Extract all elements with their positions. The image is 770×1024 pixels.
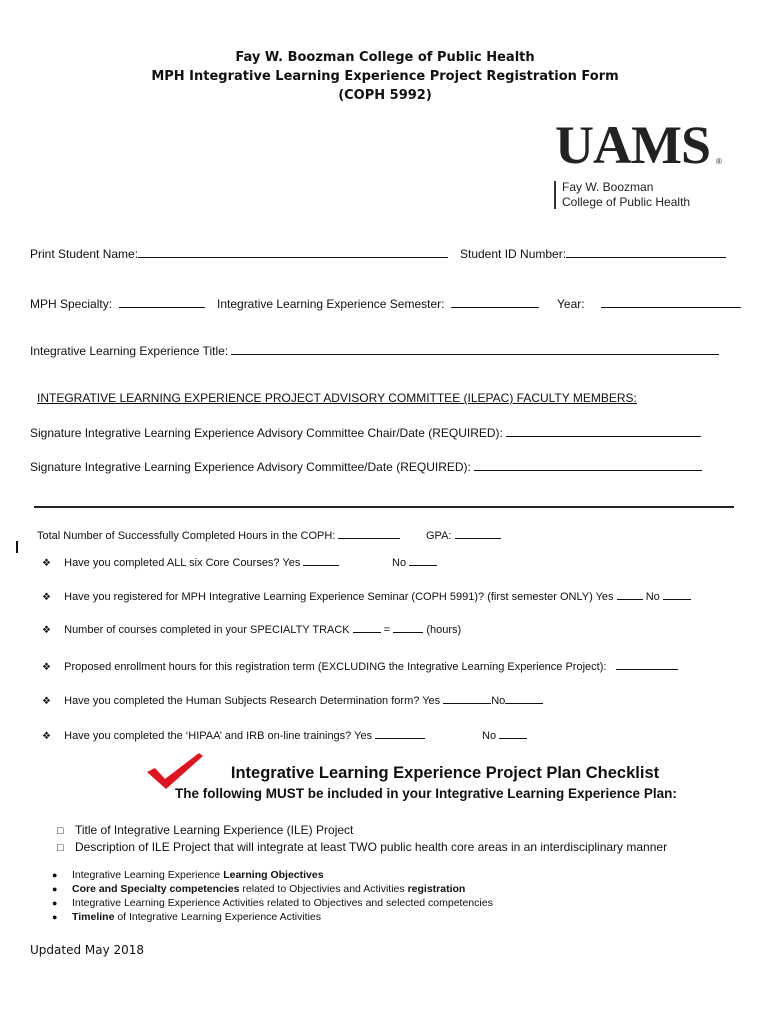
specialty-label: MPH Specialty: <box>30 297 113 311</box>
bullet-icon: ● <box>52 912 58 922</box>
bullet-text: Integrative Learning Experience Activities related to Objectives and selected competencies <box>72 897 493 909</box>
ile-title-row <box>30 343 719 358</box>
question-enrollment-hours <box>42 658 678 673</box>
uams-logo: UAMS <box>555 115 710 175</box>
committee-heading: INTEGRATIVE LEARNING EXPERIENCE PROJECT ADVISORY COMMITTEE (ILEPAC) FACULTY MEMBERS: <box>37 391 637 405</box>
student-name-row <box>30 246 448 261</box>
no-label: No <box>645 591 660 603</box>
ile-title-label: Integrative Learning Experience Title: <box>30 344 229 358</box>
student-id-row <box>460 246 726 261</box>
student-name-field[interactable] <box>138 246 448 258</box>
bullet-bold-text: registration <box>407 883 466 895</box>
specialty-field[interactable] <box>119 296 205 308</box>
bullet-icon: ● <box>52 870 58 880</box>
seminar-no-field[interactable] <box>663 588 691 600</box>
equals-label: = <box>383 624 391 636</box>
bullet-text: related to Objectivies and Activities <box>239 883 408 895</box>
course-code: (COPH 5992) <box>338 88 432 103</box>
enrollment-hours-field[interactable] <box>616 658 678 670</box>
hipaa-yes-field[interactable] <box>375 727 425 739</box>
seminar-yes-field[interactable] <box>617 588 643 600</box>
year-field[interactable] <box>601 296 741 308</box>
question-text: Proposed enrollment hours for this registration term (EXCLUDING the Integrative Learning Experience Project): <box>64 661 607 673</box>
no-label: No <box>482 730 497 742</box>
checklist-subtitle: The following MUST be included in your Integrative Learning Experience Plan: <box>175 786 677 801</box>
checklist-title: Integrative Learning Experience Project Plan Checklist <box>230 764 660 782</box>
logo-subtitle-line2: College of Public Health <box>562 195 691 209</box>
logo-subtitle-line1: Fay W. Boozman <box>562 180 654 194</box>
bullet-item <box>52 911 321 923</box>
diamond-bullet-icon: ❖ <box>42 625 51 636</box>
question-core-courses <box>42 554 339 569</box>
ile-title-field[interactable] <box>231 343 719 355</box>
logo-subtitle <box>562 180 690 210</box>
semester-row <box>217 296 539 311</box>
question-text: Have you registered for MPH Integrative Learning Experience Seminar (COPH 5991)? (first semester ONLY) Yes <box>64 591 614 603</box>
checklist-item-text: Title of Integrative Learning Experience (ILE) Project <box>75 823 354 837</box>
chair-signature-label: Signature Integrative Learning Experience Advisory Committee Chair/Date (REQUIRED): <box>30 426 503 440</box>
student-id-field[interactable] <box>566 246 726 258</box>
checkbox-icon[interactable]: □ <box>57 842 64 854</box>
diamond-bullet-icon: ❖ <box>42 662 51 673</box>
diamond-bullet-icon: ❖ <box>42 731 51 742</box>
section-divider <box>34 506 734 508</box>
student-name-label: Print Student Name: <box>30 247 139 261</box>
question-specialty-track <box>42 621 461 636</box>
checklist-item-text: Description of ILE Project that will integrate at least TWO public health core areas in an interdisciplinary manner <box>75 840 668 854</box>
diamond-bullet-icon: ❖ <box>42 558 51 569</box>
diamond-bullet-icon: ❖ <box>42 592 51 603</box>
form-title: MPH Integrative Learning Experience Project Registration Form <box>151 69 619 84</box>
hipaa-no-field[interactable] <box>499 727 527 739</box>
year-row <box>557 296 741 311</box>
member-signature-field[interactable] <box>474 459 702 471</box>
text-cursor <box>16 541 18 553</box>
specialty-row <box>30 296 205 311</box>
bullet-bold-text: Learning Objectives <box>223 869 324 881</box>
checklist-box-item <box>57 840 667 854</box>
bullet-icon: ● <box>52 884 58 894</box>
core-yes-field[interactable] <box>303 554 339 566</box>
bullet-bold-text: Core and Specialty competencies <box>72 883 240 895</box>
updated-date: Updated May 2018 <box>30 943 145 957</box>
question-text: Have you completed the Human Subjects Research Determination form? Yes <box>64 695 441 707</box>
checklist-box-item <box>57 823 353 837</box>
human-subjects-yes-field[interactable] <box>443 692 491 704</box>
college-title: Fay W. Boozman College of Public Health <box>235 50 535 65</box>
question-hipaa-no <box>482 727 527 742</box>
total-hours-row <box>37 527 400 542</box>
human-subjects-no-field[interactable] <box>505 692 543 704</box>
bullet-text: of Integrative Learning Experience Activities <box>114 911 322 923</box>
semester-field[interactable] <box>451 296 539 308</box>
diamond-bullet-icon: ❖ <box>42 696 51 707</box>
hours-unit-label: (hours) <box>426 624 462 636</box>
question-text: Have you completed the ‘HIPAA’ and IRB on-line trainings? Yes <box>64 730 373 742</box>
gpa-field[interactable] <box>455 527 501 539</box>
student-id-label: Student ID Number: <box>460 247 567 261</box>
member-signature-row <box>30 459 702 474</box>
question-text: Number of courses completed in your SPECIALTY TRACK <box>64 624 350 636</box>
question-hipaa <box>42 727 425 742</box>
bullet-icon: ● <box>52 898 58 908</box>
gpa-label: GPA: <box>426 530 452 542</box>
registered-mark: ® <box>716 157 722 166</box>
member-signature-label: Signature Integrative Learning Experience Advisory Committee/Date (REQUIRED): <box>30 460 471 474</box>
semester-label: Integrative Learning Experience Semester: <box>217 297 445 311</box>
total-hours-field[interactable] <box>338 527 400 539</box>
chair-signature-row <box>30 425 701 440</box>
question-text: Have you completed ALL six Core Courses? Yes <box>64 557 301 569</box>
specialty-courses-field[interactable] <box>353 621 381 633</box>
chair-signature-field[interactable] <box>506 425 701 437</box>
bullet-item <box>52 869 324 881</box>
question-human-subjects <box>42 692 543 707</box>
logo-divider <box>554 181 556 209</box>
question-seminar <box>42 588 691 603</box>
bullet-text: Integrative Learning Experience <box>72 869 224 881</box>
no-label: No <box>392 557 407 569</box>
specialty-hours-field[interactable] <box>393 621 423 633</box>
no-label: No <box>491 695 506 707</box>
bullet-item <box>52 897 493 909</box>
bullet-bold-text: Timeline <box>72 911 115 923</box>
year-label: Year: <box>557 297 585 311</box>
bullet-item <box>52 883 465 895</box>
question-core-courses-no <box>392 554 437 569</box>
core-no-field[interactable] <box>409 554 437 566</box>
total-hours-label: Total Number of Successfully Completed Hours in the COPH: <box>37 530 336 542</box>
gpa-row <box>426 527 501 542</box>
checkbox-icon[interactable]: □ <box>57 825 64 837</box>
